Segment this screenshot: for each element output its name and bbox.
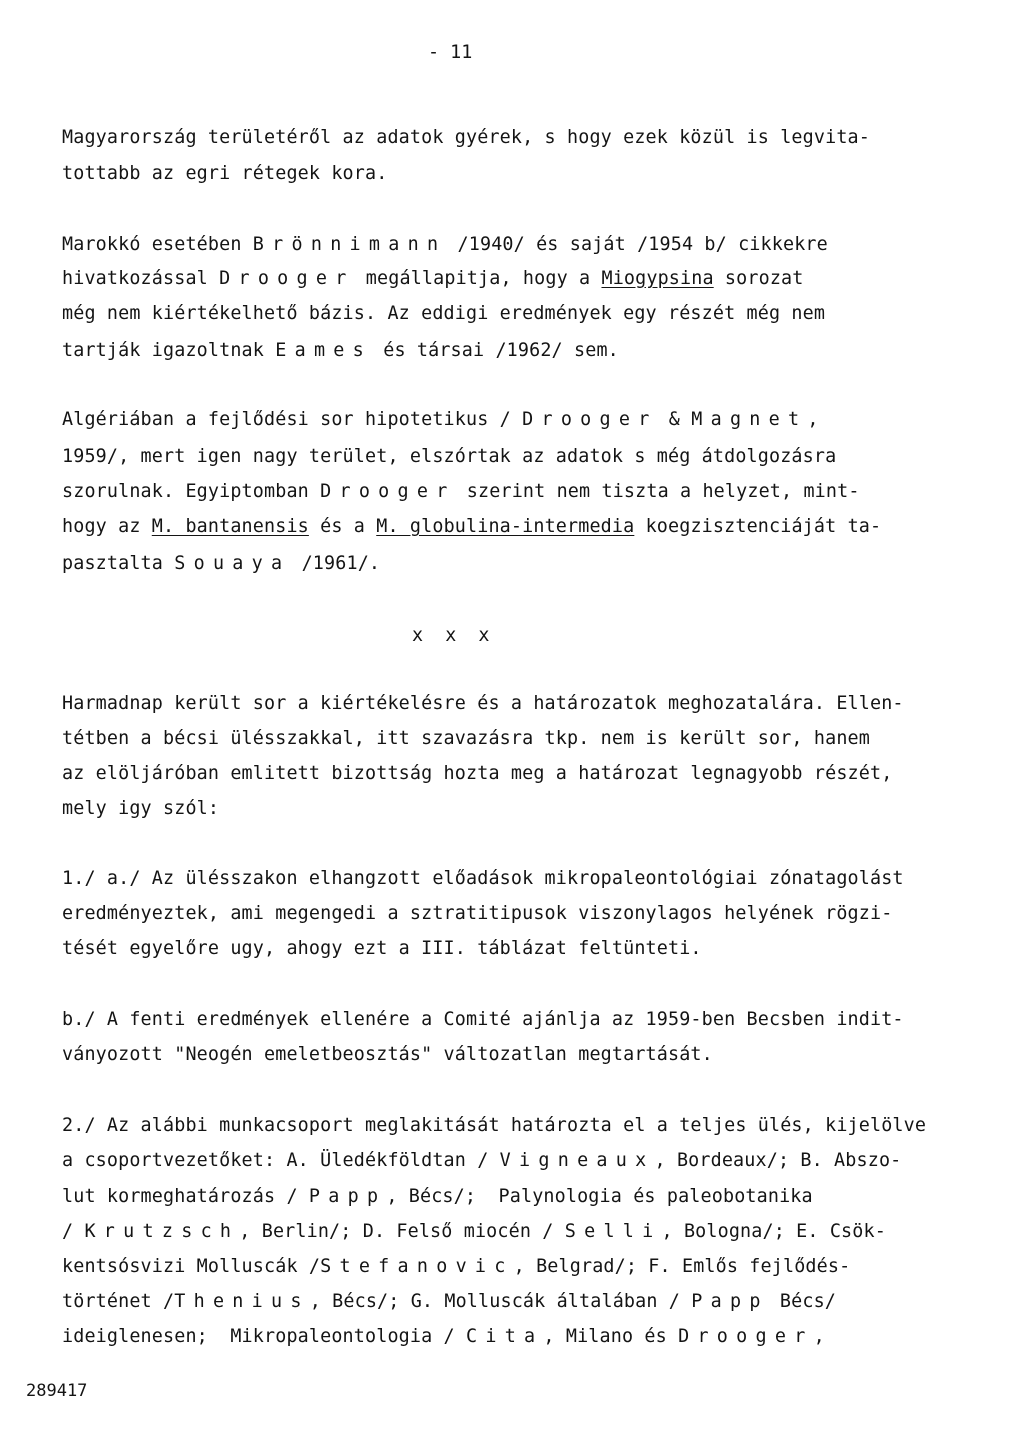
author-name: Drooger: [678, 1326, 814, 1347]
author-name: Eames: [275, 340, 372, 361]
author-name: Drooger: [219, 268, 355, 289]
text: ideiglenesen; Mikropaleontologia /: [62, 1326, 466, 1347]
author-name: Vigneaux: [499, 1150, 655, 1171]
author-name: Souaya: [174, 553, 291, 574]
text: , Milano és: [543, 1326, 679, 1347]
text: ,: [807, 409, 819, 430]
text: lut kormeghatározás /: [62, 1186, 309, 1207]
author-name: Krutzsch: [84, 1221, 240, 1242]
paragraph-7-line-2: [62, 1150, 901, 1172]
paragraph-7-line-1: 2./ Az alábbi munkacsoport meglakitását határozta el a teljes ülés, kijelölve: [62, 1115, 927, 1136]
paragraph-3-line-4: [62, 516, 881, 538]
text: /1940/ és saját /1954 b/ cikkekre: [446, 234, 828, 255]
text: történet /: [62, 1291, 175, 1312]
paragraph-3-line-1: [62, 409, 819, 431]
author-name: Papp: [691, 1291, 769, 1312]
text: /1961/.: [290, 553, 381, 574]
paragraph-4-line-3: az elöljáróban emlitett bizottság hozta meg a határozat legnagyobb részét,: [62, 763, 893, 784]
text: a csoportvezetőket: A. Üledékföldtan /: [62, 1150, 500, 1171]
paragraph-2-line-3: még nem kiértékelhető bázis. Az eddigi eredmények egy részét még nem: [62, 303, 826, 324]
text: sorozat: [713, 268, 804, 289]
paragraph-5-line-3: tését egyelőre ugy, ahogy ezt a III. táblázat feltünteti.: [62, 938, 702, 959]
paragraph-3-line-2: 1959/, mert igen nagy terület, elszórtak az adatok s még átdolgozásra: [62, 446, 837, 467]
text: pasztalta: [62, 553, 175, 574]
paragraph-7-line-6: [62, 1291, 836, 1313]
footer-code: 289417: [26, 1381, 88, 1401]
paragraph-7-line-7: [62, 1326, 825, 1348]
text: , Bologna/; E. Csök-: [661, 1221, 886, 1242]
paragraph-4-line-4: mely igy szól:: [62, 798, 220, 819]
taxon-name: Miogypsina: [601, 268, 714, 289]
section-separator: x x x: [412, 625, 490, 646]
paragraph-7-line-3: [62, 1186, 813, 1208]
paragraph-6-line-1: b./ A fenti eredmények ellenére a Comité ajánlja az 1959-ben Becsben indit-: [62, 1009, 904, 1030]
text: kentsósvizi Molluscák /: [62, 1256, 321, 1277]
text: és társai /1962/ sem.: [372, 340, 619, 361]
text: &: [657, 409, 692, 430]
paragraph-4-line-1: Harmadnap került sor a kiértékelésre és a határozatok meghozatalára. Ellen-: [62, 693, 904, 714]
taxon-name: M. globulina-intermedia: [376, 516, 635, 537]
text: ,: [813, 1326, 825, 1347]
text: , Berlin/; D. Felső miocén /: [239, 1221, 565, 1242]
text: Algériában a fejlődési sor hipotetikus /: [62, 409, 523, 430]
paragraph-2-line-4: [62, 340, 619, 362]
author-name: Selli: [564, 1221, 662, 1242]
paragraph-3-line-5: [62, 553, 380, 575]
author-name: Brönnimann: [252, 234, 447, 255]
text: megállapitja, hogy a: [354, 268, 602, 289]
text: Marokkó esetében: [62, 234, 253, 255]
paragraph-6-line-2: ványozott "Neogén emeletbeosztás" változatlan megtartását.: [62, 1044, 713, 1065]
paragraph-5-line-1: 1./ a./ Az ülésszakon elhangzott előadások mikropaleontológiai zónatagolást: [62, 868, 904, 889]
text: , Bécs/; G. Molluscák általában /: [309, 1291, 692, 1312]
author-name: Papp: [308, 1186, 387, 1207]
paragraph-4-line-2: tétben a bécsi ülésszakkal, itt szavazásra tkp. nem is került sor, hanem: [62, 728, 870, 749]
author-name: Drooger: [320, 481, 456, 502]
text: koegzisztenciáját ta-: [634, 516, 882, 537]
text: és a: [308, 516, 377, 537]
paragraph-1-line-1: Magyarország területéről az adatok gyérek, s hogy ezek közül is legvita-: [62, 127, 870, 148]
author-name: Stefanovic: [320, 1256, 514, 1277]
author-name: Cita: [466, 1326, 544, 1347]
author-name: Magnet: [691, 409, 808, 430]
paragraph-7-line-5: [62, 1256, 850, 1278]
text: , Bécs/; Palynologia és paleobotanika: [386, 1186, 813, 1207]
paragraph-2-line-2: [62, 268, 803, 290]
author-name: Thenius: [174, 1291, 310, 1312]
text: szerint nem tiszta a helyzet, mint-: [455, 481, 860, 502]
paragraph-2-line-1: [62, 234, 828, 256]
taxon-name: M. bantanensis: [151, 516, 309, 537]
author-name: Drooger: [522, 409, 658, 430]
paragraph-1-line-2: tottabb az egri rétegek kora.: [62, 163, 388, 184]
text: Bécs/: [768, 1291, 837, 1312]
text: , Belgrad/; F. Emlős fejlődés-: [513, 1256, 851, 1277]
text: /: [62, 1221, 85, 1242]
page-number: - 11: [428, 42, 473, 63]
text: szorulnak. Egyiptomban: [62, 481, 321, 502]
text: hivatkozással: [62, 268, 220, 289]
paragraph-5-line-2: eredményeztek, ami megengedi a sztratitipusok viszonylagos helyének rögzi-: [62, 903, 893, 924]
text: tartják igazoltnak: [62, 340, 276, 361]
paragraph-7-line-4: [62, 1221, 886, 1243]
paragraph-3-line-3: [62, 481, 860, 503]
text: hogy az: [62, 516, 152, 537]
text: , Bordeaux/; B. Abszo-: [654, 1150, 902, 1171]
